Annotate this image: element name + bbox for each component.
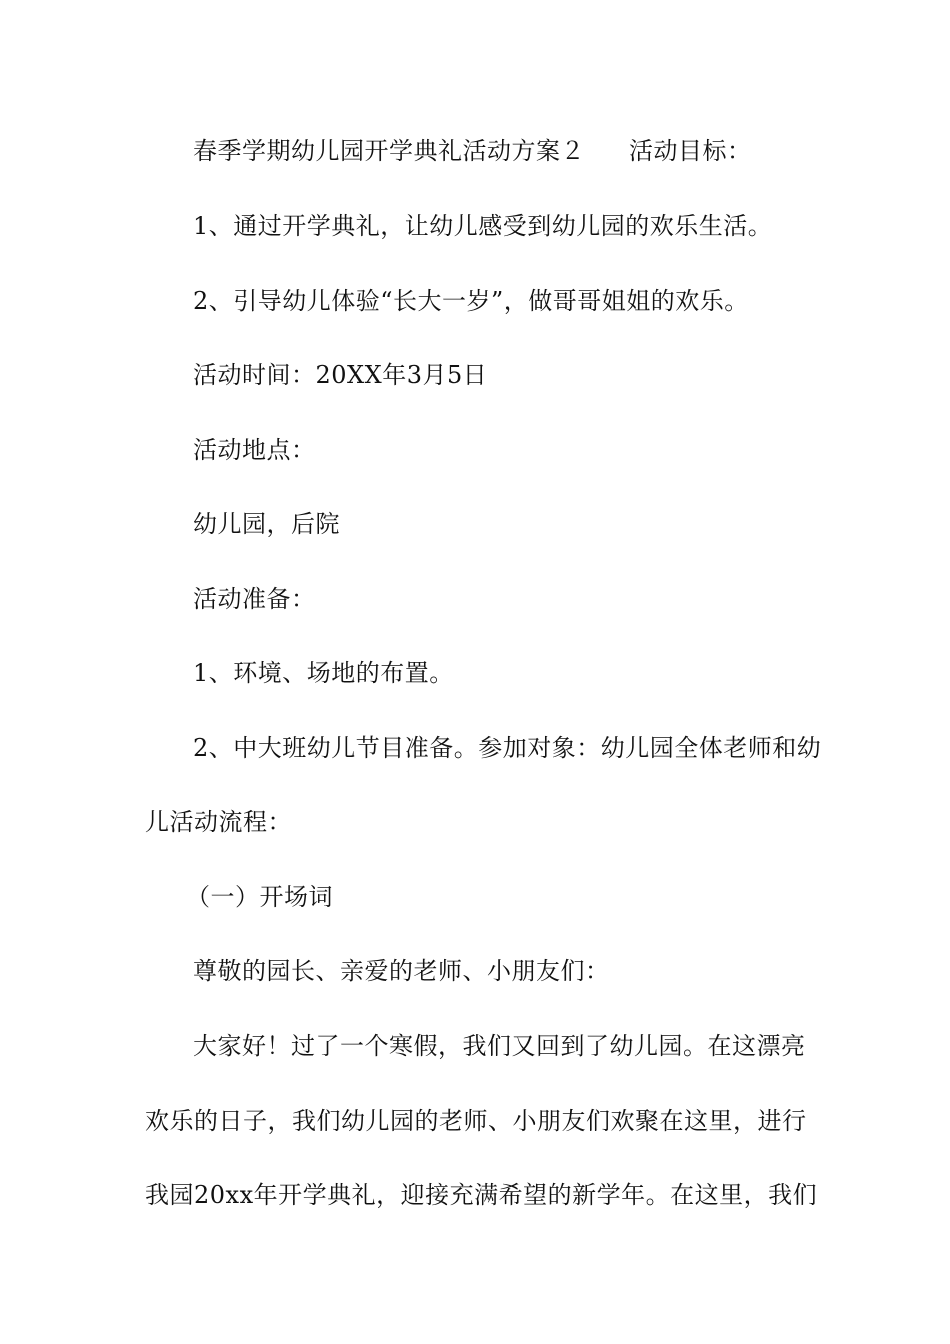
section-heading-goals: 活动目标： — [629, 137, 752, 165]
activity-time: 活动时间：20XX年3月5日 — [193, 361, 488, 389]
activity-location: 幼儿园，后院 — [193, 510, 340, 538]
section-heading-preparation: 活动准备： — [193, 585, 316, 613]
title-line — [193, 135, 752, 167]
process-heading: 儿活动流程： — [145, 808, 292, 836]
goal-item-2: 2、引导幼儿体验“长大一岁”，做哥哥姐姐的欢乐。 — [193, 287, 749, 315]
speech-salutation: 尊敬的园长、亲爱的老师、小朋友们： — [193, 957, 610, 985]
speech-paragraph-line-2: 欢乐的日子，我们幼儿园的老师、小朋友们欢聚在这里，进行 — [145, 1107, 807, 1135]
section-heading-location: 活动地点： — [193, 436, 316, 464]
goal-item-1: 1、通过开学典礼，让幼儿感受到幼儿园的欢乐生活。 — [193, 212, 773, 240]
speech-paragraph-line-1: 大家好！过了一个寒假，我们又回到了幼儿园。在这漂亮 — [193, 1032, 806, 1060]
speech-paragraph-line-3: 我园20xx年开学典礼，迎接充满希望的新学年。在这里，我们 — [145, 1181, 818, 1209]
section-opening-speech: （一）开场词 — [186, 883, 333, 911]
document-title: 春季学期幼儿园开学典礼活动方案２ — [193, 137, 585, 165]
preparation-item-1: 1、环境、场地的布置。 — [193, 659, 454, 687]
preparation-item-2: 2、中大班幼儿节目准备。参加对象：幼儿园全体老师和幼 — [193, 734, 822, 762]
